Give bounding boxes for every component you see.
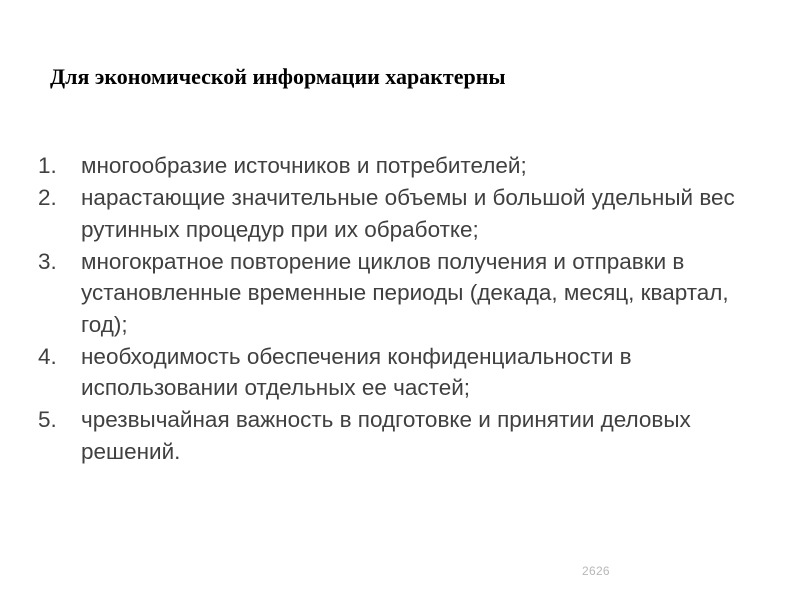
characteristics-list [38, 150, 758, 468]
list-item-number: 1. [38, 153, 57, 178]
list-item-number: 3. [38, 248, 57, 274]
list-item [38, 404, 758, 467]
list-item [38, 246, 758, 341]
list-item-number: 5. [38, 407, 57, 432]
list-item-text: многообразие источников и потребителей; [81, 153, 527, 178]
list-item-text: чрезвычайная важность в подготовке и принятии деловых решений. [81, 407, 691, 464]
slide-title: Для экономической информации характерны [50, 64, 506, 89]
page-number: 2626 [582, 564, 610, 578]
list-item [38, 150, 758, 182]
list-item-number: 4. [38, 343, 57, 369]
list-item-number: 2. [38, 185, 57, 210]
list-item [38, 182, 758, 245]
list-item-text: нарастающие значительные объемы и большой удельный вес рутинных процедур при их обработке; [81, 185, 735, 242]
list-item [38, 341, 758, 404]
list-item-text: необходимость обеспечения конфиденциальности в использовании отдельных ее частей; [81, 343, 632, 400]
list-item-text: многократное повторение циклов получения и отправки в установленные временные периоды (декада, месяц, квартал, год); [81, 248, 729, 337]
